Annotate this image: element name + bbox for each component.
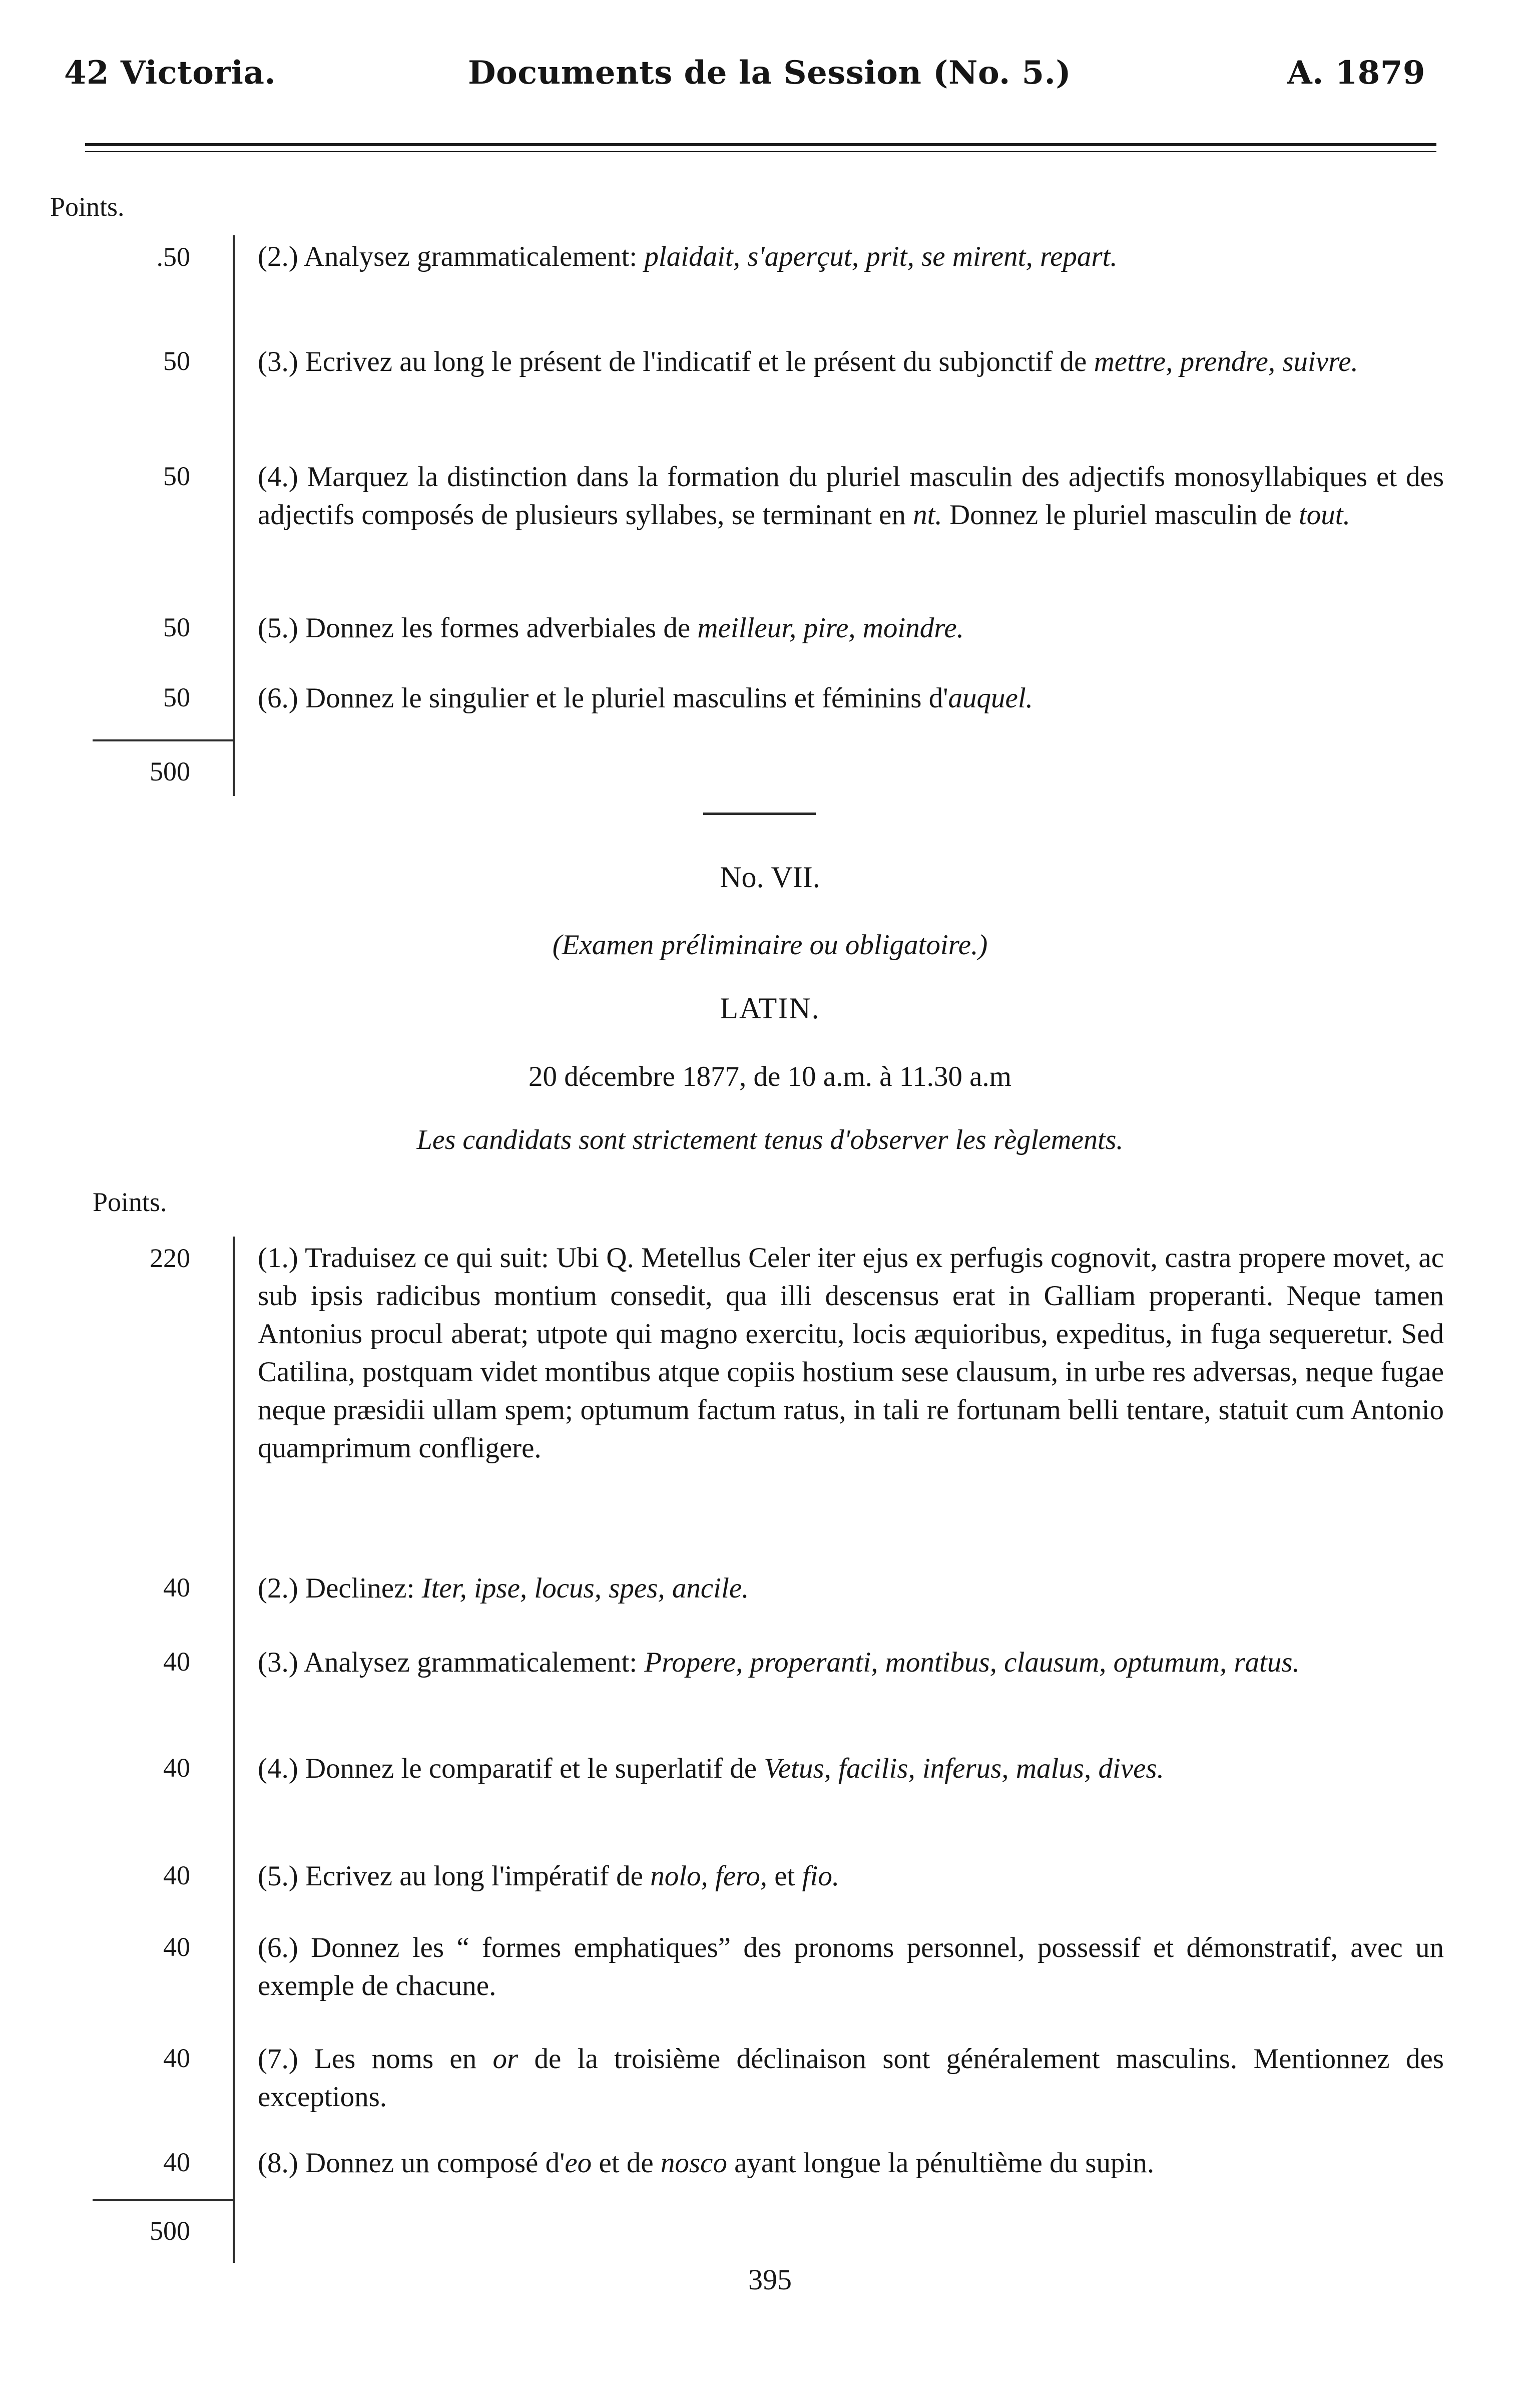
points-heading: Points. [50,192,125,222]
question-text: Donnez les “ formes emphatiques” des pronoms personnel, possessif et démonstratif, avec un exemple de chacune. [258,1932,1444,2002]
question-number: (4.) [258,461,298,493]
total-rule [93,739,233,741]
question-terms: Iter, ipse, locus, spes, ancile. [421,1572,749,1604]
question-number: (6.) [258,1932,298,1963]
question-terms-2: nosco [660,2147,727,2179]
question-text: Traduisez ce qui suit: Ubi Q. Metellus Celer iter ejus ex perfugis cognovit, castra propere movet, ac sub ipsis radicibus montium consedit, qua illi descensus erat in Galliam properanti. Neque tamen Antonius procul aberat; utpote qui magno exercitu, locis æquioribus, expeditus, in fuga sequeretur. Sed Catilina, postquam videt montibus atque copiis hostium sese clausum, in urbe res adversas, neque fugae neque præsidii ullam spem; optumum factum ratus, in tali re fortunam belli tentare, statuit cum Antonio quamprimum confligere. [258,1242,1444,1464]
question-points: 40 [163,1753,190,1783]
question-points: 40 [163,2147,190,2177]
question-text-2: et [774,1860,795,1892]
question-text: Marquez la distinction dans la formation du pluriel masculin des adjectifs monosyllabiques et des adjectifs composés de plusieurs syllabes, se terminant en [258,461,1444,531]
question-text: Ecrivez au long le présent de l'indicatif et le présent du subjonctif de [305,346,1087,377]
question-number: (7.) [258,2043,298,2075]
question-text: Les noms en [314,2043,477,2075]
question-number: (2.) [258,241,298,272]
question-text: Ecrivez au long l'impératif de [305,1860,643,1892]
question-number: (2.) [258,1572,298,1604]
question-3 [258,1644,1444,1682]
exam-subject: LATIN. [720,992,820,1025]
question-number: (5.) [258,612,298,644]
question-3 [258,343,1444,381]
question-number: (6.) [258,682,298,714]
question-points: .50 [156,242,190,272]
question-terms-2: fio. [802,1860,840,1892]
question-2 [258,1569,1444,1608]
question-text: Declinez: [305,1572,415,1604]
question-7 [258,2040,1444,2116]
section-separator [703,813,816,815]
question-terms: or [492,2043,519,2075]
header-title: Documents de la Session (No. 5.) [468,54,1072,92]
question-terms: eo [565,2147,592,2179]
question-text: Donnez un composé d' [305,2147,565,2179]
question-points: 40 [163,1860,190,1890]
header-volume: 42 Victoria. [64,54,276,92]
total-points: 500 [150,756,190,786]
exam-number: No. VII. [720,861,820,894]
header-rule-thick [85,143,1436,146]
total-points: 500 [150,2216,190,2246]
question-terms: meilleur, pire, moindre. [697,612,964,644]
question-terms-2: tout. [1298,499,1350,531]
question-5 [258,1857,1444,1895]
exam-notice: Les candidats sont strictement tenus d'observer les règlements. [416,1124,1124,1155]
question-points: 50 [163,612,190,642]
question-text-2: et de [599,2147,654,2179]
question-6 [258,679,1444,717]
question-points: 220 [150,1243,190,1273]
question-terms: nt. [913,499,942,531]
question-text: Donnez les formes adverbiales de [305,612,691,644]
exam-date: 20 décembre 1877, de 10 a.m. à 11.30 a.m [528,1061,1012,1092]
question-5 [258,609,1444,647]
question-terms: auquel. [948,682,1033,714]
question-number: (3.) [258,346,298,377]
question-4 [258,458,1444,534]
question-number: (1.) [258,1242,298,1274]
header-rule-thin [85,151,1436,152]
question-text-2: de la troisième déclinaison sont généralement masculins. Mentionnez des exceptions. [258,2043,1444,2113]
points-heading: Points. [93,1187,167,1217]
question-number: (3.) [258,1647,298,1678]
question-points: 40 [163,1932,190,1962]
question-text: Analysez grammaticalement: [303,1647,638,1678]
question-number: (8.) [258,2147,298,2179]
question-text-3: ayant longue la pénultième du supin. [734,2147,1155,2179]
question-terms: plaidait, s'aperçut, prit, se mirent, repart. [644,241,1118,272]
question-points: 40 [163,2043,190,2073]
question-points: 50 [163,346,190,376]
question-number: (4.) [258,1753,298,1784]
points-column-rule [233,235,235,796]
exam-type: (Examen préliminaire ou obligatoire.) [552,929,988,961]
question-points: 40 [163,1572,190,1603]
question-terms: Vetus, facilis, inferus, malus, dives. [764,1753,1164,1784]
question-number: (5.) [258,1860,298,1892]
total-rule [93,2199,233,2201]
question-text-2: Donnez le pluriel masculin de [949,499,1292,531]
points-column-rule [233,1237,235,2263]
page-number: 395 [748,2263,792,2296]
question-6 [258,1929,1444,2005]
header-year: A. 1879 [1287,54,1425,92]
question-terms: Propere, properanti, montibus, clausum, optumum, ratus. [644,1647,1300,1678]
question-1 [258,1239,1444,1467]
question-points: 50 [163,461,190,491]
question-text: Donnez le comparatif et le superlatif de [305,1753,757,1784]
question-terms: mettre, prendre, suivre. [1094,346,1358,377]
question-terms: nolo, fero, [650,1860,767,1892]
question-8 [258,2144,1444,2182]
question-text: Donnez le singulier et le pluriel masculins et féminins d' [305,682,948,714]
question-text: Analysez grammaticalement: [303,241,638,272]
question-4 [258,1750,1444,1788]
question-points: 50 [163,682,190,712]
question-2 [258,238,1444,276]
question-points: 40 [163,1647,190,1677]
